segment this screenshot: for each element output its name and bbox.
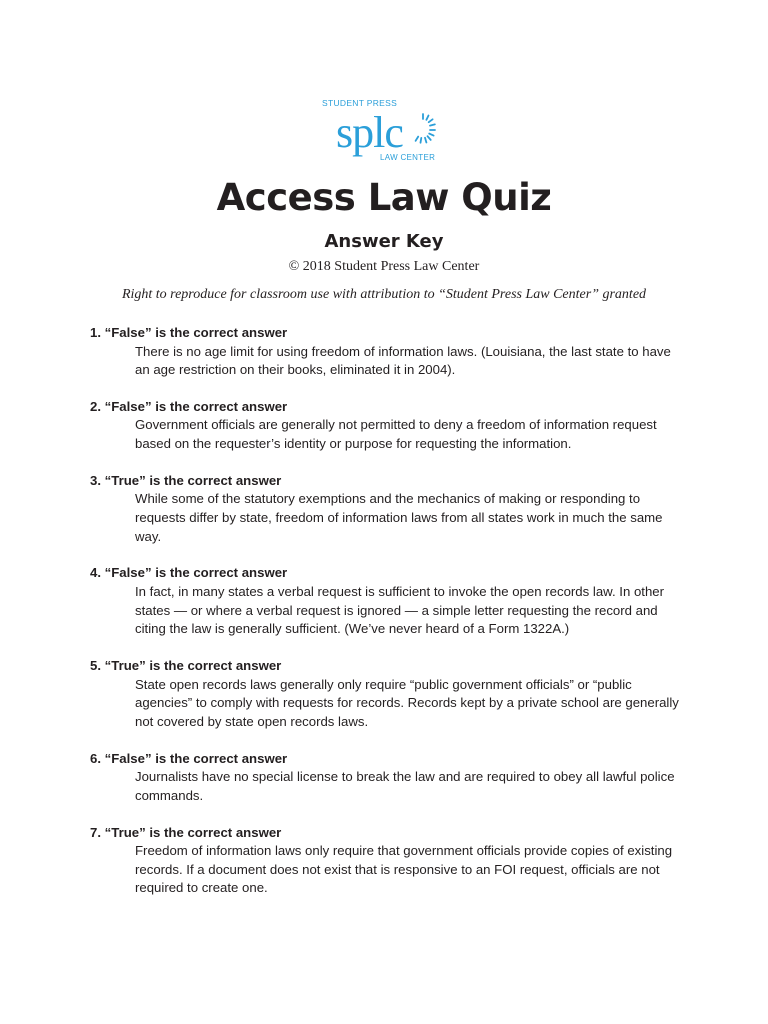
answer-explanation: Freedom of information laws only require that government officials provide copies of existing records. If a document does not exist that is responsive to an FOI request, officials are not required to create one. xyxy=(135,843,673,896)
page-subtitle: Answer Key xyxy=(324,231,444,252)
logo-mark: splc xyxy=(336,108,403,157)
answer-item xyxy=(90,750,690,806)
answer-explanation: Journalists have no special license to break the law and are required to obey all lawful police commands. xyxy=(135,769,675,803)
logo-bottom-text: LAW CENTER xyxy=(380,153,436,162)
answer-item xyxy=(90,472,690,547)
answer-item xyxy=(90,398,690,454)
logo-top-text: STUDENT PRESS xyxy=(322,98,398,108)
answer-list xyxy=(90,324,690,916)
reproduction-rights-note: Right to reproduce for classroom use with attribution to “Student Press Law Center” granted xyxy=(121,287,647,302)
answer-heading: 4. “False” is the correct answer xyxy=(90,565,288,581)
copyright-line: © 2018 Student Press Law Center xyxy=(288,259,480,274)
splc-logo xyxy=(318,92,442,168)
answer-heading: 6. “False” is the correct answer xyxy=(90,750,288,766)
answer-item xyxy=(90,324,690,380)
answer-explanation: State open records laws generally only require “public government officials” or “public agencies” to comply with requests for records. Records kept by a private school are generally not covered by state open records laws. xyxy=(135,676,679,729)
answer-explanation: While some of the statutory exemptions and the mechanics of making or responding to requests differ by state, freedom of information laws from all states work in much the same way. xyxy=(135,491,663,544)
answer-item xyxy=(90,564,690,639)
answer-explanation: Government officials are generally not permitted to deny a freedom of information request based on the requester’s identity or purpose for requesting the information. xyxy=(135,417,657,452)
answer-heading: 7. “True” is the correct answer xyxy=(90,824,282,840)
answer-item xyxy=(90,824,690,899)
answer-heading: 5. “True” is the correct answer xyxy=(90,658,282,674)
answer-heading: 2. “False” is the correct answer xyxy=(90,398,288,414)
answer-item xyxy=(90,657,690,732)
answer-explanation: There is no age limit for using freedom of information laws. (Louisiana, the last state to have an age restriction on their books, eliminated it in 2004). xyxy=(135,343,671,378)
answer-heading: 1. “False” is the correct answer xyxy=(90,325,288,340)
page-title: Access Law Quiz xyxy=(216,176,552,219)
answer-heading: 3. “True” is the correct answer xyxy=(90,472,282,488)
answer-explanation: In fact, in many states a verbal request is sufficient to invoke the open records law. In other states — or where a verbal request is ignored — a simple letter requesting the record and citing the law is generally sufficient. (We’ve never heard of a Form 1322A.) xyxy=(135,583,665,637)
sunburst-icon xyxy=(416,114,435,143)
